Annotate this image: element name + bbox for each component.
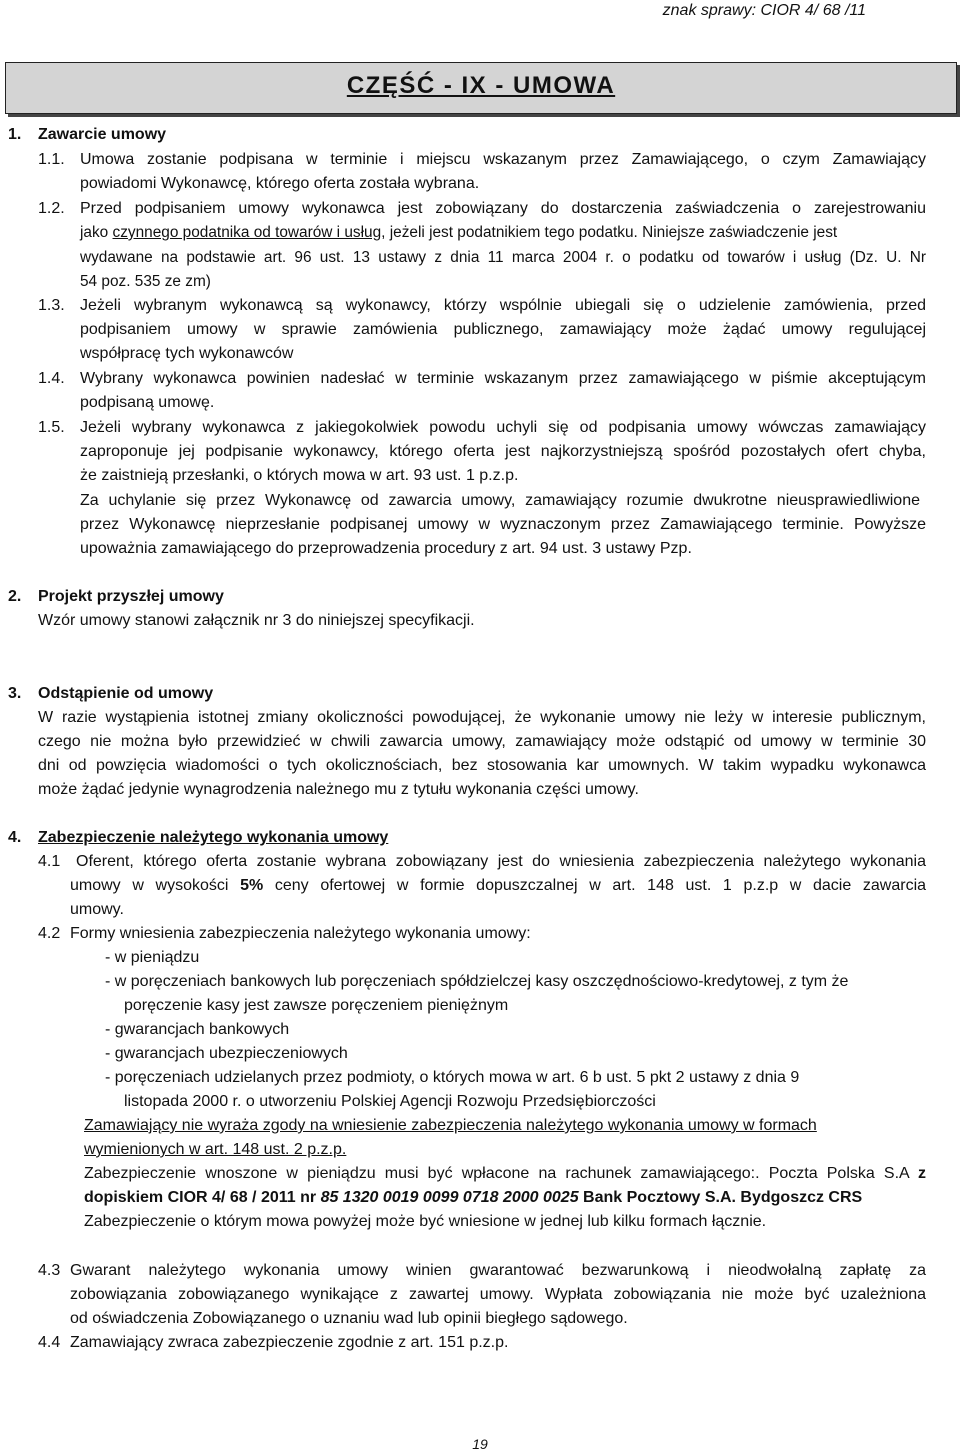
s4-3-line2: zobowiązania zobowiązanego wynikające z zawartej umowy. Wypłata zobowiązania nie może być uzależniona xyxy=(70,1286,926,1303)
s4-2-bullet1: - w pieniądzu xyxy=(105,949,200,966)
s1-5-line5: przez Wykonawcę nieprzesłanie podpisanej umowy w wyznaczonym przez Zamawiającego terminie. Powyższe xyxy=(80,516,926,533)
s1-2-number: 1.2. xyxy=(38,200,65,217)
s1-2-line2-pre: jako xyxy=(80,224,109,241)
s4-1-percentage: 5% xyxy=(240,877,264,894)
s1-5-number: 1.5. xyxy=(38,419,65,436)
s1-5-line1: Jeżeli wybrany wykonawca z jakiegokolwiek powodu uchyli się od podpisania umowy wówczas zamawiający xyxy=(80,419,926,436)
s4-2-bullet4: - gwarancjach ubezpieczeniowych xyxy=(105,1045,348,1062)
s1-1-number: 1.1. xyxy=(38,151,65,168)
s4-3-line1: Gwarant należytego wykonania umowy winien gwarantować bezwarunkową i nieodwołalną zapłatę za xyxy=(70,1262,926,1279)
s4-2-account-line3: Zabezpieczenie o którym mowa powyżej może być wniesione w jednej lub kilku formach łącznie. xyxy=(84,1213,767,1230)
s4-3-line3: od oświadczenia Zobowiązanego o uznaniu wad lub opinii biegłego sądowego. xyxy=(70,1310,628,1327)
s4-2-account-line2 xyxy=(84,1186,862,1211)
s2-number: 2. xyxy=(8,588,22,605)
s1-4-line1: Wybrany wykonawca powinien nadesłać w terminie wskazanym przez zamawiającego w piśmie akceptującym xyxy=(80,370,926,387)
s1-5-line6: upoważnia zamawiającego do przeprowadzenia procedury z art. 94 ust. 3 ustawy Pzp. xyxy=(80,540,692,557)
s1-2-line3: wydawane na podstawie art. 96 ust. 13 ustawy z dnia 11 marca 2004 r. o podatku od towarów i usług (Dz. U. Nr xyxy=(80,249,926,266)
s1-5-line4: Za uchylanie się przez Wykonawcę od zawarcia umowy, zamawiający rozumie dwukrotne nieusprawiedliwione xyxy=(80,492,920,509)
s4-1-line2-pre: umowy w wysokości xyxy=(70,877,229,894)
case-number: znak sprawy: CIOR 4/ 68 /11 xyxy=(662,2,866,19)
s1-heading: Zawarcie umowy xyxy=(38,126,167,143)
s1-4-line2: podpisaną umowę. xyxy=(80,394,215,411)
s1-2-line2-post: , jeżeli jest podatnikiem tego podatku. xyxy=(381,224,638,241)
s4-heading: Zabezpieczenie należytego wykonania umowy xyxy=(38,829,389,846)
s4-1-number: 4.1 xyxy=(38,853,61,870)
s4-3-number: 4.3 xyxy=(38,1262,61,1279)
s4-1-line2 xyxy=(70,874,926,899)
s4-number: 4. xyxy=(8,829,22,846)
s1-2-line1: Przed podpisaniem umowy wykonawca jest zobowiązany do dostarczenia zaświadczenia o zarejestrowaniu xyxy=(80,200,926,217)
page-number: 19 xyxy=(472,1436,488,1452)
s3-heading: Odstąpienie od umowy xyxy=(38,685,214,702)
s4-1-line3: umowy. xyxy=(70,901,124,918)
s4-2-bullet2-line1: - w poręczeniach bankowych lub poręczeniach spółdzielczej kasy oszczędnościowo-kredytowej, z tym że xyxy=(105,973,849,990)
s4-2-bullet5-line2: listopada 2000 r. o utworzeniu Polskiej Agencji Rozwoju Przedsiębiorczości xyxy=(124,1093,656,1110)
s1-2-line2 xyxy=(80,221,926,246)
s4-2-account-line1 xyxy=(84,1162,926,1187)
s4-4-line1: Zamawiający zwraca zabezpieczenie zgodnie z art. 151 p.z.p. xyxy=(70,1334,509,1351)
s1-1-line1: Umowa zostanie podpisana w terminie i miejscu wskazanym przez Zamawiającego, o czym Zamawiający xyxy=(80,151,926,168)
s1-5-line3: że zaistnieją przesłanki, o których mowa w art. 93 ust. 1 p.z.p. xyxy=(80,467,519,484)
s4-1-line2-post: ceny ofertowej w formie dopuszczalnej w art. 148 ust. 1 p.z.p w dacie zawarcia xyxy=(274,877,927,894)
s4-2-bullet5-line1: - poręczeniach udzielanych przez podmioty, o których mowa w art. 6 b ust. 5 pkt 2 ustawy z dnia 9 xyxy=(105,1069,800,1086)
s3-line3: dni od powzięcia wiadomości o tych okolicznościach, bez stosowania kar umownych. W takim wypadku wykonawca xyxy=(38,757,926,774)
s4-2-bullet2-line2: poręczenie kasy jest zawsze poręczeniem pieniężnym xyxy=(124,997,509,1014)
s1-2-line4: 54 poz. 535 ze zm) xyxy=(80,273,211,290)
s1-4-number: 1.4. xyxy=(38,370,65,387)
s4-2-notice-line2: wymienionych w art. 148 ust. 2 p.z.p. xyxy=(84,1141,347,1158)
s2-heading: Projekt przyszłej umowy xyxy=(38,588,224,605)
s3-line1: W razie wystąpienia istotnej zmiany okoliczności powodującej, że wykonanie umowy nie leży w interesie publicznym, xyxy=(38,709,926,726)
s1-2-line2-tail: Niniejsze zaświadczenie jest xyxy=(642,224,838,241)
s4-2-number: 4.2 xyxy=(38,925,61,942)
s2-line1: Wzór umowy stanowi załącznik nr 3 do niniejszej specyfikacji. xyxy=(38,612,475,629)
s1-3-number: 1.3. xyxy=(38,297,65,314)
s1-5-line2: zaproponuje jej podpisanie wykonawcy, którego oferta jest najkorzystniejszą spośród pozostałych ofert chyba, xyxy=(80,443,926,460)
s1-3-line1: Jeżeli wybranym wykonawcą są wykonawcy, którzy wspólnie ubiegali się o udzielenie zamówienia, przed xyxy=(80,297,926,314)
s1-2-line2-underlined: czynnego podatnika od towarów i usług xyxy=(112,224,382,241)
s4-4-number: 4.4 xyxy=(38,1334,61,1351)
s4-2-line1: Formy wniesienia zabezpieczenia należytego wykonania umowy: xyxy=(70,925,531,942)
s1-3-line3: współpracę tych wykonawców xyxy=(80,345,294,362)
section-title-box xyxy=(5,62,957,114)
s4-2-account-z: z xyxy=(918,1165,926,1182)
s1-1-line2: powiadomi Wykonawcę, którego oferta została wybrana. xyxy=(80,175,480,192)
s4-2-bank-name: Bank Pocztowy S.A. Bydgoszcz CRS xyxy=(583,1189,863,1206)
s3-number: 3. xyxy=(8,685,22,702)
s4-2-notice-line1: Zamawiający nie wyraża zgody na wniesienie zabezpieczenia należytego wykonania umowy w formach xyxy=(84,1117,817,1134)
s1-3-line2: podpisaniem umowy w sprawie zamówienia publicznego, zamawiający może żądać umowy regulującej xyxy=(80,321,926,338)
s4-2-account-pre: Zabezpieczenie wnoszone w pieniądzu musi być wpłacone na rachunek zamawiającego:. Poczta Polska S.A xyxy=(84,1165,909,1182)
section-title: CZĘŚĆ - IX - UMOWA xyxy=(346,72,616,99)
s4-2-account-number: 85 1320 0019 0099 0718 2000 0025 xyxy=(320,1189,579,1206)
s3-line2: czego nie można było przewidzieć w chwili zawarcia umowy, zamawiający może odstąpić od umowy w terminie 30 xyxy=(38,733,926,750)
s4-1-line1: Oferent, którego oferta zostanie wybrana zobowiązany jest do wniesienia zabezpieczenia należytego wykonania xyxy=(76,853,926,870)
s1-number: 1. xyxy=(8,126,22,143)
s4-2-bullet3: - gwarancjach bankowych xyxy=(105,1021,290,1038)
s4-2-account-note: dopiskiem CIOR 4/ 68 / 2011 nr xyxy=(84,1189,317,1206)
s3-line4: może żądać jedynie wynagrodzenia należnego mu z tytułu wykonania części umowy. xyxy=(38,781,639,798)
